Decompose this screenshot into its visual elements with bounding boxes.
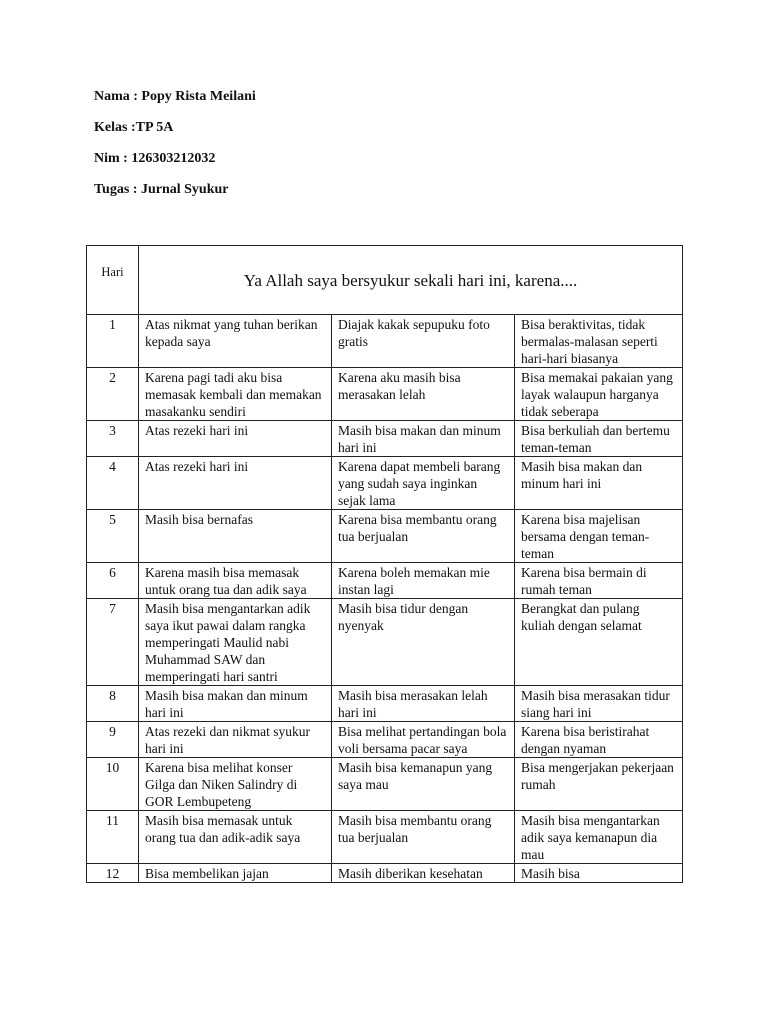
- table-row: [87, 563, 683, 599]
- day-number-cell: 9: [87, 722, 139, 758]
- assignment-line: Tugas : Jurnal Syukur: [94, 182, 229, 197]
- table-row: [87, 722, 683, 758]
- table-row: [87, 864, 683, 883]
- table-row: [87, 421, 683, 457]
- gratitude-entry-2-cell: Masih bisa membantu orang tua berjualan: [332, 811, 515, 864]
- gratitude-entry-3-cell: Bisa berkuliah dan bertemu teman-teman: [515, 421, 683, 457]
- day-number-cell: 2: [87, 368, 139, 421]
- day-number-cell: 4: [87, 457, 139, 510]
- gratitude-entry-1-cell: Atas rezeki hari ini: [139, 457, 332, 510]
- class-line: Kelas :TP 5A: [94, 120, 174, 135]
- gratitude-entry-3-cell: Berangkat dan pulang kuliah dengan selamat: [515, 599, 683, 686]
- gratitude-entry-2-cell: Karena dapat membeli barang yang sudah saya inginkan sejak lama: [332, 457, 515, 510]
- table-row: [87, 811, 683, 864]
- table-body: [87, 315, 683, 883]
- gratitude-entry-2-cell: Karena bisa membantu orang tua berjualan: [332, 510, 515, 563]
- gratitude-entry-2-cell: Masih bisa makan dan minum hari ini: [332, 421, 515, 457]
- day-number-cell: 1: [87, 315, 139, 368]
- day-column-header: Hari: [87, 246, 139, 315]
- gratitude-entry-2-cell: Bisa melihat pertandingan bola voli bersama pacar saya: [332, 722, 515, 758]
- gratitude-entry-1-cell: Bisa membelikan jajan: [139, 864, 332, 883]
- gratitude-entry-2-cell: Masih diberikan kesehatan: [332, 864, 515, 883]
- table-header-row: [87, 246, 683, 315]
- gratitude-entry-3-cell: Masih bisa merasakan tidur siang hari ini: [515, 686, 683, 722]
- gratitude-entry-1-cell: Masih bisa mengantarkan adik saya ikut pawai dalam rangka memperingati Maulid nabi Muhammad SAW dan memperingati hari santri: [139, 599, 332, 686]
- day-number-cell: 12: [87, 864, 139, 883]
- gratitude-entry-1-cell: Masih bisa makan dan minum hari ini: [139, 686, 332, 722]
- gratitude-entry-3-cell: Karena bisa bermain di rumah teman: [515, 563, 683, 599]
- day-number-cell: 11: [87, 811, 139, 864]
- gratitude-entry-2-cell: Diajak kakak sepupuku foto gratis: [332, 315, 515, 368]
- day-number-cell: 6: [87, 563, 139, 599]
- gratitude-entry-1-cell: Masih bisa memasak untuk orang tua dan adik-adik saya: [139, 811, 332, 864]
- day-number-cell: 3: [87, 421, 139, 457]
- gratitude-entry-3-cell: Karena bisa majelisan bersama dengan teman-teman: [515, 510, 683, 563]
- gratitude-entry-1-cell: Karena masih bisa memasak untuk orang tua dan adik saya: [139, 563, 332, 599]
- gratitude-journal-table: [86, 245, 683, 883]
- gratitude-entry-2-cell: Karena boleh memakan mie instan lagi: [332, 563, 515, 599]
- gratitude-entry-3-cell: Karena bisa beristirahat dengan nyaman: [515, 722, 683, 758]
- gratitude-entry-1-cell: Atas nikmat yang tuhan berikan kepada saya: [139, 315, 332, 368]
- day-number-cell: 10: [87, 758, 139, 811]
- gratitude-entry-1-cell: Karena bisa melihat konser Gilga dan Niken Salindry di GOR Lembupeteng: [139, 758, 332, 811]
- gratitude-entry-3-cell: Masih bisa makan dan minum hari ini: [515, 457, 683, 510]
- gratitude-entry-1-cell: Atas rezeki dan nikmat syukur hari ini: [139, 722, 332, 758]
- table-row: [87, 510, 683, 563]
- gratitude-entry-2-cell: Masih bisa merasakan lelah hari ini: [332, 686, 515, 722]
- gratitude-entry-1-cell: Atas rezeki hari ini: [139, 421, 332, 457]
- gratitude-entry-3-cell: Masih bisa mengantarkan adik saya kemanapun dia mau: [515, 811, 683, 864]
- table-row: [87, 599, 683, 686]
- table-row: [87, 686, 683, 722]
- table-row: [87, 457, 683, 510]
- gratitude-entry-2-cell: Masih bisa tidur dengan nyenyak: [332, 599, 515, 686]
- gratitude-entry-2-cell: Karena aku masih bisa merasakan lelah: [332, 368, 515, 421]
- nim-line: Nim : 126303212032: [94, 151, 216, 166]
- table-row: [87, 315, 683, 368]
- gratitude-entry-3-cell: Bisa beraktivitas, tidak bermalas-malasan seperti hari-hari biasanya: [515, 315, 683, 368]
- gratitude-entry-3-cell: Bisa mengerjakan pekerjaan rumah: [515, 758, 683, 811]
- journal-title: Ya Allah saya bersyukur sekali hari ini, karena....: [139, 246, 683, 315]
- student-info: [94, 88, 256, 212]
- gratitude-entry-3-cell: Masih bisa: [515, 864, 683, 883]
- gratitude-entry-2-cell: Masih bisa kemanapun yang saya mau: [332, 758, 515, 811]
- gratitude-entry-3-cell: Bisa memakai pakaian yang layak walaupun harganya tidak seberapa: [515, 368, 683, 421]
- name-line: Nama : Popy Rista Meilani: [94, 89, 256, 104]
- table-row: [87, 758, 683, 811]
- gratitude-entry-1-cell: Masih bisa bernafas: [139, 510, 332, 563]
- day-number-cell: 8: [87, 686, 139, 722]
- day-number-cell: 5: [87, 510, 139, 563]
- table-row: [87, 368, 683, 421]
- gratitude-entry-1-cell: Karena pagi tadi aku bisa memasak kembali dan memakan masakanku sendiri: [139, 368, 332, 421]
- day-number-cell: 7: [87, 599, 139, 686]
